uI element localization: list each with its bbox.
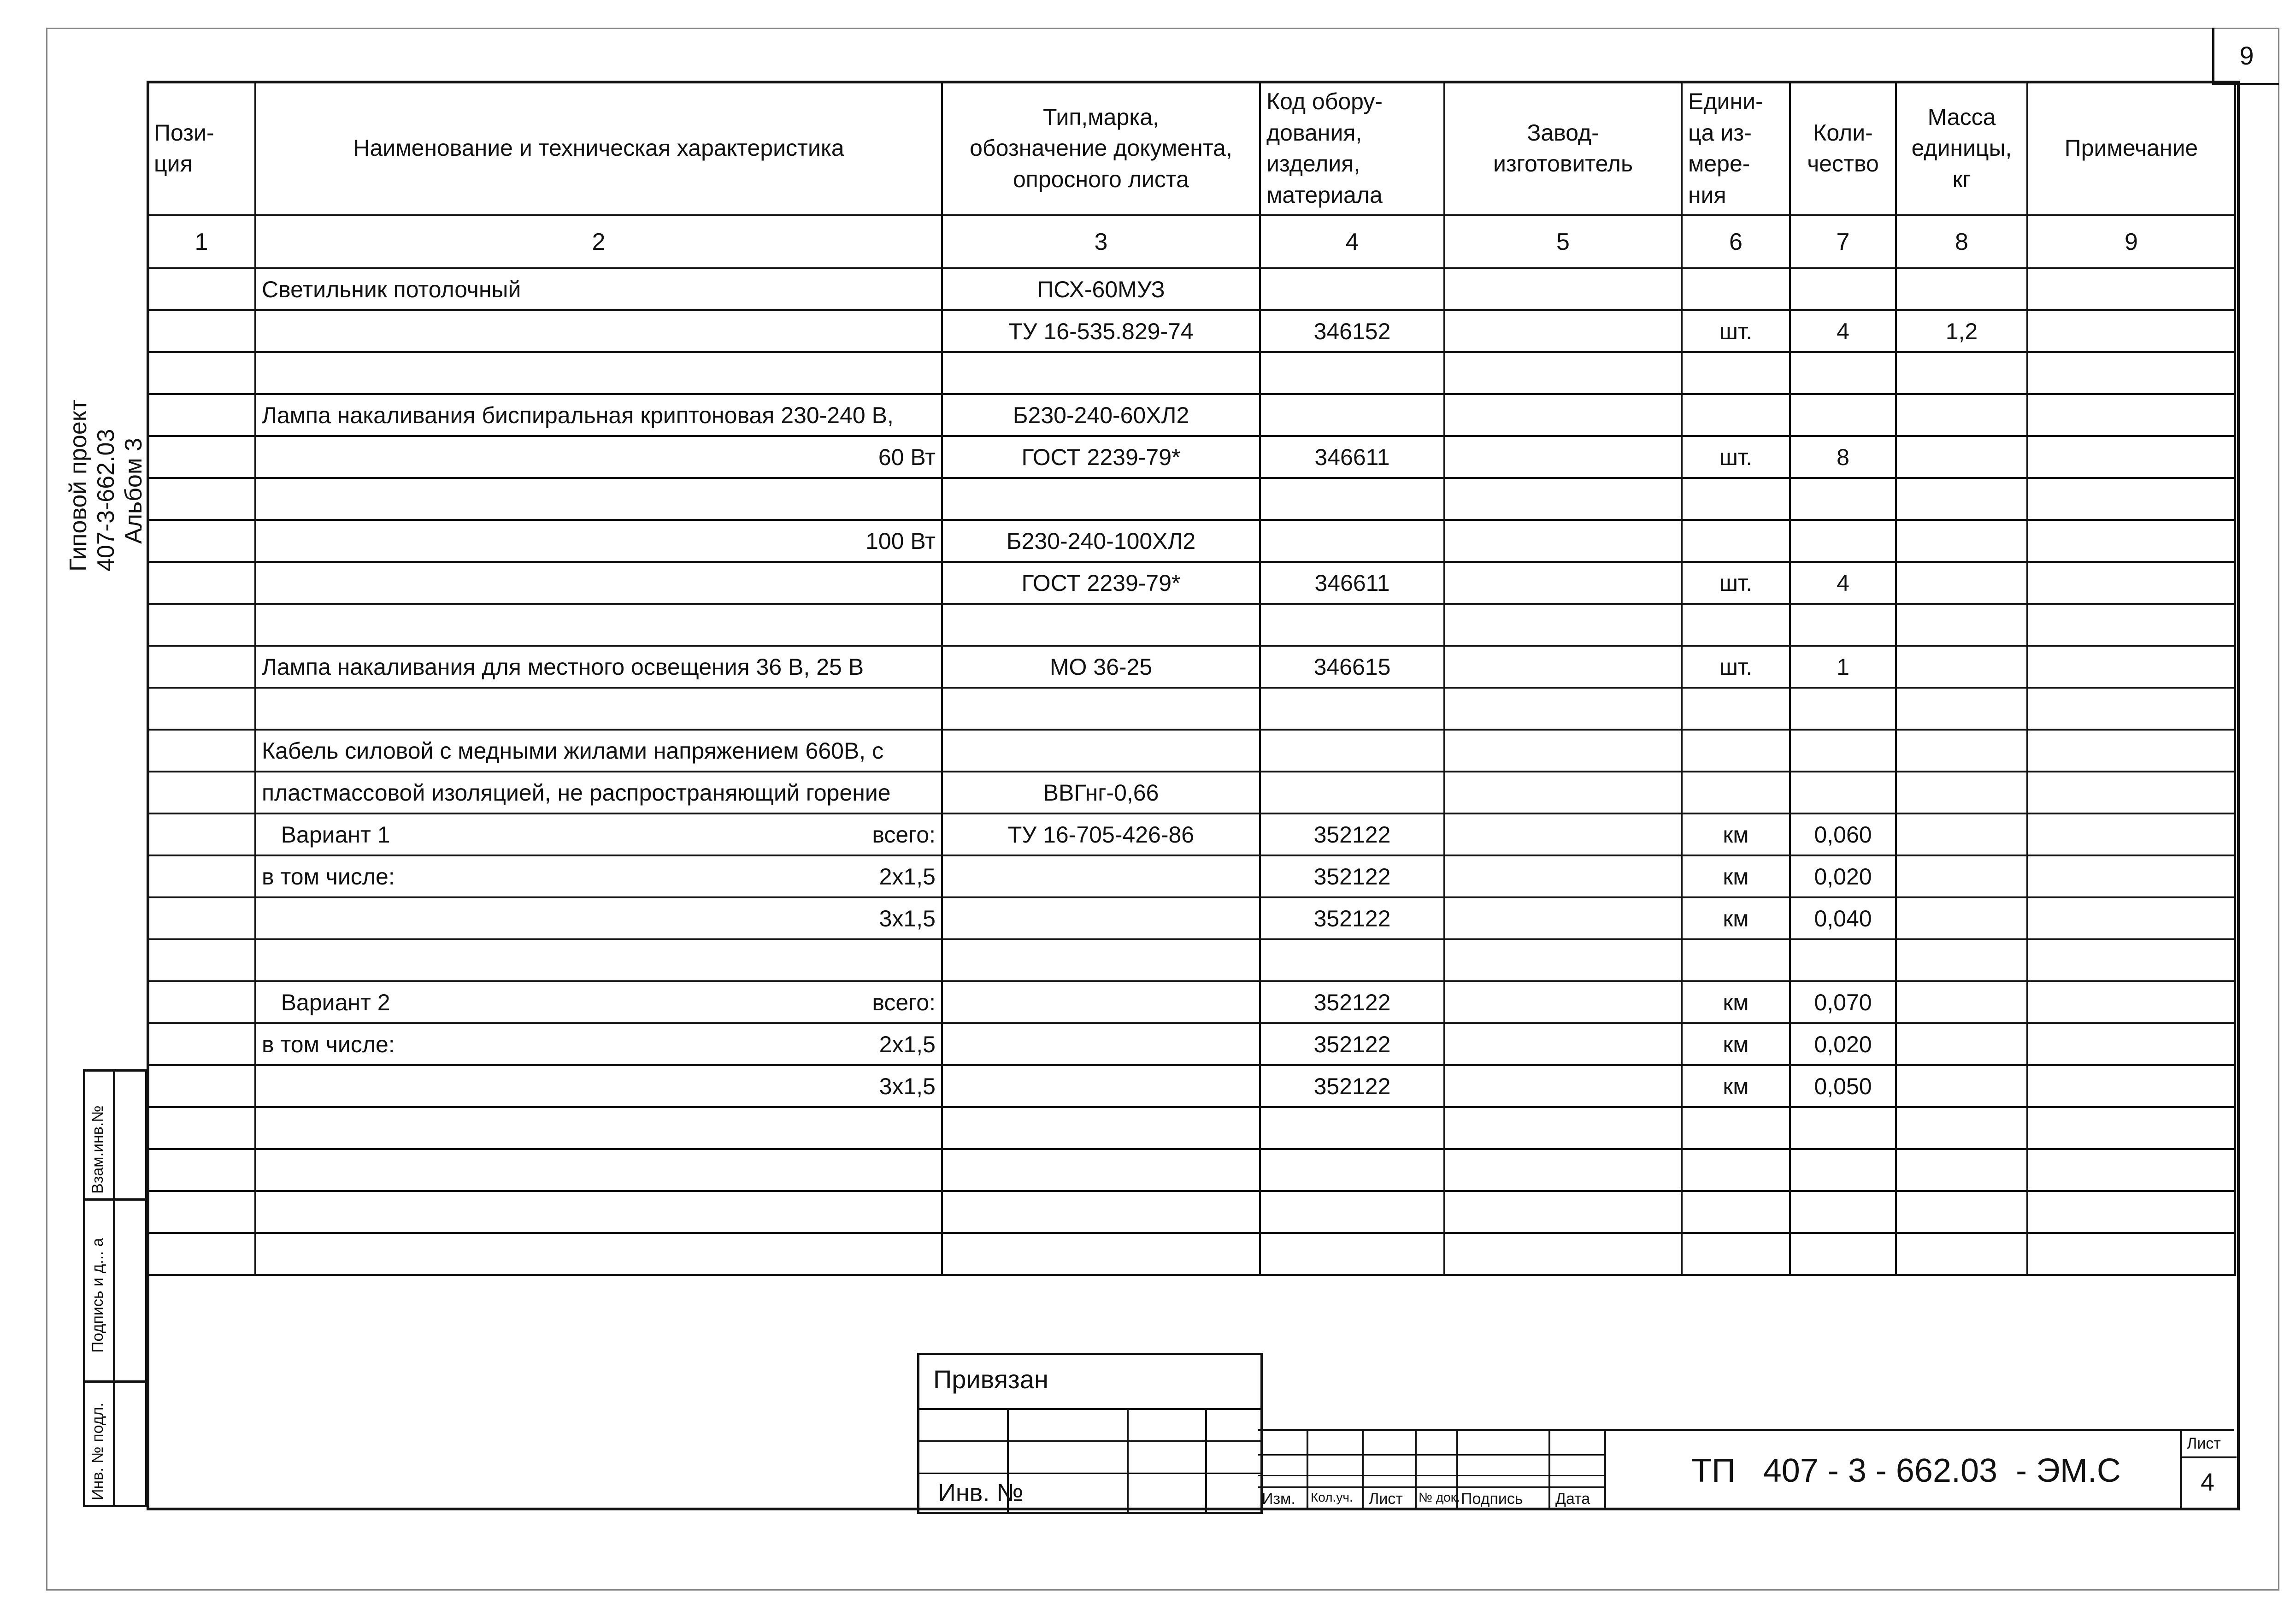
cell-qty xyxy=(1790,394,1896,436)
table-row xyxy=(147,520,2235,562)
cell-mass xyxy=(1896,813,2027,855)
cell-unit xyxy=(1682,394,1790,436)
cell-name xyxy=(255,1191,942,1233)
hdr-qty: Коли- чество xyxy=(1790,82,1896,215)
cell-note xyxy=(2027,1107,2235,1149)
cell-maker xyxy=(1444,730,1682,772)
cell-pos xyxy=(147,1065,255,1107)
cell-code xyxy=(1260,352,1444,394)
cell-name: Светильник потолочный xyxy=(255,268,942,310)
cell-qty xyxy=(1790,772,1896,813)
specification-table xyxy=(147,81,2236,1276)
cell-mass xyxy=(1896,939,2027,981)
cell-unit: км xyxy=(1682,855,1790,897)
cell-unit xyxy=(1682,604,1790,646)
cell-unit xyxy=(1682,1149,1790,1191)
cell-name xyxy=(255,939,942,981)
cell-pos xyxy=(147,897,255,939)
label-data: Дата xyxy=(1555,1490,1590,1508)
cell-note xyxy=(2027,688,2235,730)
cell-unit: км xyxy=(1682,813,1790,855)
cell-name: Кабель силовой с медными жилами напряжением 660В, с xyxy=(255,730,942,772)
cell-mass xyxy=(1896,646,2027,688)
revision-grid xyxy=(1258,1431,1604,1509)
table-row xyxy=(147,855,2235,897)
cell-mass xyxy=(1896,352,2027,394)
cell-type: ТУ 16-705-426-86 xyxy=(942,813,1260,855)
table-row xyxy=(147,310,2235,352)
side-label-line2: 407-3-662.03 xyxy=(93,429,119,572)
cell-maker xyxy=(1444,478,1682,520)
col-num-7: 7 xyxy=(1790,215,1896,268)
cell-code xyxy=(1260,604,1444,646)
cell-qty: 0,020 xyxy=(1790,855,1896,897)
cell-name xyxy=(255,1023,942,1065)
cell-maker xyxy=(1444,939,1682,981)
cell-code xyxy=(1260,268,1444,310)
cell-note xyxy=(2027,1233,2235,1275)
cell-unit xyxy=(1682,268,1790,310)
title-block xyxy=(1258,1429,2234,1509)
cell-qty: 0,060 xyxy=(1790,813,1896,855)
table-row xyxy=(147,688,2235,730)
cell-name xyxy=(255,1107,942,1149)
cell-type: Б230-240-100ХЛ2 xyxy=(942,520,1260,562)
cell-name xyxy=(255,1233,942,1275)
cell-code xyxy=(1260,394,1444,436)
cell-unit: шт. xyxy=(1682,646,1790,688)
hdr-mass: Масса единицы, кг xyxy=(1896,82,2027,215)
cell-qty xyxy=(1790,1149,1896,1191)
cell-note xyxy=(2027,604,2235,646)
cell-qty: 0,040 xyxy=(1790,897,1896,939)
cell-unit xyxy=(1682,478,1790,520)
cell-mass xyxy=(1896,268,2027,310)
binding-inv: Инв. № xyxy=(938,1479,1024,1507)
stamp-inv-podl: Инв. № подл. xyxy=(89,1403,106,1500)
cell-code xyxy=(1260,520,1444,562)
cell-mass xyxy=(1896,1023,2027,1065)
table-row xyxy=(147,394,2235,436)
cell-name: Лампа накаливания биспиральная криптоновая 230-240 В, xyxy=(255,394,942,436)
cell-maker xyxy=(1444,520,1682,562)
cell-type xyxy=(942,1233,1260,1275)
label-kol-uch: Кол.уч. xyxy=(1311,1490,1353,1504)
cell-qty xyxy=(1790,1233,1896,1275)
table-row xyxy=(147,604,2235,646)
cell-pos xyxy=(147,1023,255,1065)
cell-pos xyxy=(147,772,255,813)
cell-note xyxy=(2027,478,2235,520)
cell-type xyxy=(942,1023,1260,1065)
cell-name xyxy=(255,688,942,730)
cell-note xyxy=(2027,772,2235,813)
cell-mass xyxy=(1896,520,2027,562)
left-stamp xyxy=(83,1069,147,1507)
cell-note xyxy=(2027,855,2235,897)
cell-qty: 0,070 xyxy=(1790,981,1896,1023)
cell-name: Лампа накаливания для местного освещения 36 В, 25 В xyxy=(255,646,942,688)
cell-maker xyxy=(1444,1023,1682,1065)
cell-code xyxy=(1260,1233,1444,1275)
cell-maker xyxy=(1444,1191,1682,1233)
sheet-number: 9 xyxy=(2212,28,2279,85)
cell-maker xyxy=(1444,1149,1682,1191)
cell-qty: 8 xyxy=(1790,436,1896,478)
cell-maker xyxy=(1444,394,1682,436)
cell-type: ПСХ-60МУЗ xyxy=(942,268,1260,310)
cell-maker xyxy=(1444,1065,1682,1107)
table-row xyxy=(147,268,2235,310)
cell-maker xyxy=(1444,855,1682,897)
col-num-1: 1 xyxy=(147,215,255,268)
cell-mass xyxy=(1896,855,2027,897)
cell-mass xyxy=(1896,478,2027,520)
item-name: Вариант 1 xyxy=(262,821,390,848)
cell-type: ГОСТ 2239-79* xyxy=(942,562,1260,604)
cell-code xyxy=(1260,1149,1444,1191)
cell-qty: 4 xyxy=(1790,310,1896,352)
document-designation: ТП 407 - 3 - 662.03 - ЭМ.С xyxy=(1691,1452,2121,1489)
col-num-2: 2 xyxy=(255,215,942,268)
cell-maker xyxy=(1444,981,1682,1023)
cell-qty: 1 xyxy=(1790,646,1896,688)
cell-pos xyxy=(147,1149,255,1191)
item-name-right: всего: xyxy=(872,989,936,1015)
cell-code xyxy=(1260,730,1444,772)
cell-note xyxy=(2027,436,2235,478)
cell-note xyxy=(2027,813,2235,855)
cell-pos xyxy=(147,1107,255,1149)
cell-note xyxy=(2027,1191,2235,1233)
cell-name xyxy=(255,813,942,855)
cell-type xyxy=(942,688,1260,730)
cell-code xyxy=(1260,1107,1444,1149)
cell-mass xyxy=(1896,562,2027,604)
table-row xyxy=(147,772,2235,813)
cell-mass xyxy=(1896,772,2027,813)
cell-mass xyxy=(1896,1233,2027,1275)
cell-code: 346611 xyxy=(1260,562,1444,604)
cell-type xyxy=(942,981,1260,1023)
cell-pos xyxy=(147,730,255,772)
cell-type xyxy=(942,604,1260,646)
cell-type xyxy=(942,1107,1260,1149)
cell-unit xyxy=(1682,1233,1790,1275)
cell-maker xyxy=(1444,352,1682,394)
table-row xyxy=(147,939,2235,981)
cell-mass: 1,2 xyxy=(1896,310,2027,352)
cell-code xyxy=(1260,939,1444,981)
cell-type xyxy=(942,1149,1260,1191)
cell-unit: км xyxy=(1682,1023,1790,1065)
cell-note xyxy=(2027,352,2235,394)
sheet-box xyxy=(2180,1431,2237,1509)
cell-code: 352122 xyxy=(1260,897,1444,939)
table-row xyxy=(147,981,2235,1023)
cell-qty xyxy=(1790,1107,1896,1149)
side-label-line1: Гиповой проект xyxy=(65,400,92,572)
cell-code xyxy=(1260,1191,1444,1233)
table-row xyxy=(147,1065,2235,1107)
cell-name xyxy=(255,981,942,1023)
cell-code: 352122 xyxy=(1260,813,1444,855)
cell-unit xyxy=(1682,939,1790,981)
cell-name: пластмассовой изоляцией, не распространяющий горение xyxy=(255,772,942,813)
cell-name xyxy=(255,1149,942,1191)
hdr-code: Код обору- дования, изделия, материала xyxy=(1260,82,1444,215)
cell-name xyxy=(255,478,942,520)
cell-qty: 0,050 xyxy=(1790,1065,1896,1107)
cell-unit xyxy=(1682,730,1790,772)
cell-name xyxy=(255,310,942,352)
cell-type xyxy=(942,897,1260,939)
cell-pos xyxy=(147,646,255,688)
cell-unit: шт. xyxy=(1682,310,1790,352)
cell-unit xyxy=(1682,352,1790,394)
cell-maker xyxy=(1444,813,1682,855)
binding-box xyxy=(917,1353,1263,1514)
cell-type: ВВГнг-0,66 xyxy=(942,772,1260,813)
cell-mass xyxy=(1896,1191,2027,1233)
item-name: в том числе: xyxy=(262,863,395,890)
cell-pos xyxy=(147,813,255,855)
cell-mass xyxy=(1896,730,2027,772)
cell-pos xyxy=(147,1233,255,1275)
cell-code: 352122 xyxy=(1260,1065,1444,1107)
cell-note xyxy=(2027,268,2235,310)
cell-mass xyxy=(1896,394,2027,436)
col-num-8: 8 xyxy=(1896,215,2027,268)
cell-unit xyxy=(1682,1107,1790,1149)
cell-unit xyxy=(1682,1191,1790,1233)
cell-type: Б230-240-60ХЛ2 xyxy=(942,394,1260,436)
table-row xyxy=(147,646,2235,688)
cell-name: 3х1,5 xyxy=(255,897,942,939)
cell-code xyxy=(1260,478,1444,520)
cell-unit xyxy=(1682,520,1790,562)
item-name-right: 2х1,5 xyxy=(879,863,936,890)
cell-maker xyxy=(1444,897,1682,939)
cell-pos xyxy=(147,604,255,646)
cell-maker xyxy=(1444,646,1682,688)
cell-note xyxy=(2027,1065,2235,1107)
label-podpis: Подпись xyxy=(1461,1490,1523,1508)
cell-note xyxy=(2027,897,2235,939)
cell-qty xyxy=(1790,352,1896,394)
cell-pos xyxy=(147,268,255,310)
cell-note xyxy=(2027,394,2235,436)
cell-mass xyxy=(1896,1065,2027,1107)
cell-pos xyxy=(147,939,255,981)
cell-qty xyxy=(1790,520,1896,562)
hdr-position: Пози- ция xyxy=(147,82,255,215)
binding-title: Привязан xyxy=(933,1365,1048,1394)
label-doc-no: № док. xyxy=(1419,1490,1460,1504)
cell-qty xyxy=(1790,268,1896,310)
cell-note xyxy=(2027,1023,2235,1065)
cell-note xyxy=(2027,310,2235,352)
cell-qty xyxy=(1790,478,1896,520)
hdr-type: Тип,марка, обозначение документа, опросного листа xyxy=(942,82,1260,215)
cell-pos xyxy=(147,310,255,352)
cell-maker xyxy=(1444,772,1682,813)
cell-note xyxy=(2027,520,2235,562)
cell-mass xyxy=(1896,436,2027,478)
cell-code: 346615 xyxy=(1260,646,1444,688)
cell-pos xyxy=(147,981,255,1023)
sheet-value: 4 xyxy=(2201,1468,2215,1496)
cell-maker xyxy=(1444,310,1682,352)
column-number-row xyxy=(147,215,2235,268)
cell-note xyxy=(2027,646,2235,688)
cell-pos xyxy=(147,436,255,478)
cell-note xyxy=(2027,1149,2235,1191)
cell-maker xyxy=(1444,1233,1682,1275)
cell-code: 352122 xyxy=(1260,981,1444,1023)
cell-code: 352122 xyxy=(1260,855,1444,897)
cell-mass xyxy=(1896,981,2027,1023)
cell-unit: км xyxy=(1682,1065,1790,1107)
table-row xyxy=(147,897,2235,939)
table-row xyxy=(147,436,2235,478)
cell-type xyxy=(942,1191,1260,1233)
col-num-5: 5 xyxy=(1444,215,1682,268)
cell-unit: шт. xyxy=(1682,436,1790,478)
cell-type xyxy=(942,855,1260,897)
cell-type: МО 36-25 xyxy=(942,646,1260,688)
cell-type xyxy=(942,939,1260,981)
cell-note xyxy=(2027,939,2235,981)
cell-type xyxy=(942,1065,1260,1107)
cell-name xyxy=(255,855,942,897)
side-project-label xyxy=(65,400,147,572)
table-row xyxy=(147,1023,2235,1065)
cell-note xyxy=(2027,562,2235,604)
header-row xyxy=(147,82,2235,215)
stamp-vzam: Взам.инв.№ xyxy=(89,1105,106,1194)
label-izm: Изм. xyxy=(1262,1490,1295,1508)
cell-code xyxy=(1260,688,1444,730)
sheet-label: Лист xyxy=(2187,1435,2221,1452)
cell-code xyxy=(1260,772,1444,813)
table-row xyxy=(147,1107,2235,1149)
cell-qty: 4 xyxy=(1790,562,1896,604)
cell-maker xyxy=(1444,688,1682,730)
label-list: Лист xyxy=(1369,1490,1403,1508)
hdr-maker: Завод- изготовитель xyxy=(1444,82,1682,215)
cell-note xyxy=(2027,730,2235,772)
cell-name: 100 Вт xyxy=(255,520,942,562)
cell-pos xyxy=(147,562,255,604)
table-row xyxy=(147,730,2235,772)
cell-unit: шт. xyxy=(1682,562,1790,604)
col-num-4: 4 xyxy=(1260,215,1444,268)
cell-pos xyxy=(147,394,255,436)
cell-type: ГОСТ 2239-79* xyxy=(942,436,1260,478)
col-num-3: 3 xyxy=(942,215,1260,268)
table-row xyxy=(147,813,2235,855)
cell-unit: км xyxy=(1682,981,1790,1023)
cell-mass xyxy=(1896,604,2027,646)
cell-code: 346611 xyxy=(1260,436,1444,478)
cell-name xyxy=(255,352,942,394)
cell-pos xyxy=(147,1191,255,1233)
cell-qty xyxy=(1790,1191,1896,1233)
col-num-6: 6 xyxy=(1682,215,1790,268)
cell-code: 346152 xyxy=(1260,310,1444,352)
cell-qty xyxy=(1790,688,1896,730)
item-name-right: 2х1,5 xyxy=(879,1031,936,1057)
cell-name: 3х1,5 xyxy=(255,1065,942,1107)
table-row xyxy=(147,478,2235,520)
cell-qty: 0,020 xyxy=(1790,1023,1896,1065)
table-row xyxy=(147,1191,2235,1233)
cell-unit xyxy=(1682,688,1790,730)
cell-pos xyxy=(147,520,255,562)
col-num-9: 9 xyxy=(2027,215,2235,268)
cell-type xyxy=(942,352,1260,394)
side-label-line3: Альбом 3 xyxy=(120,438,147,544)
cell-mass xyxy=(1896,1107,2027,1149)
cell-pos xyxy=(147,478,255,520)
cell-unit: км xyxy=(1682,897,1790,939)
cell-type: ТУ 16-535.829-74 xyxy=(942,310,1260,352)
cell-maker xyxy=(1444,604,1682,646)
cell-mass xyxy=(1896,688,2027,730)
cell-maker xyxy=(1444,268,1682,310)
cell-qty xyxy=(1790,604,1896,646)
hdr-unit: Едини- ца из- мере- ния xyxy=(1682,82,1790,215)
cell-note xyxy=(2027,981,2235,1023)
stamp-podpis: Подпись и д... а xyxy=(89,1238,106,1353)
cell-unit xyxy=(1682,772,1790,813)
hdr-note: Примечание xyxy=(2027,82,2235,215)
cell-mass xyxy=(1896,1149,2027,1191)
cell-name xyxy=(255,562,942,604)
cell-pos xyxy=(147,688,255,730)
cell-code: 352122 xyxy=(1260,1023,1444,1065)
cell-name: 60 Вт xyxy=(255,436,942,478)
item-name-right: всего: xyxy=(872,821,936,848)
cell-type xyxy=(942,730,1260,772)
cell-mass xyxy=(1896,897,2027,939)
cell-pos xyxy=(147,855,255,897)
cell-qty xyxy=(1790,939,1896,981)
cell-type xyxy=(942,478,1260,520)
table-row xyxy=(147,352,2235,394)
table-row xyxy=(147,562,2235,604)
item-name: в том числе: xyxy=(262,1031,395,1057)
cell-name xyxy=(255,604,942,646)
item-name: Вариант 2 xyxy=(262,989,390,1015)
table-row xyxy=(147,1149,2235,1191)
table-row xyxy=(147,1233,2235,1275)
cell-qty xyxy=(1790,730,1896,772)
hdr-name: Наименование и техническая характеристика xyxy=(255,82,942,215)
cell-pos xyxy=(147,352,255,394)
cell-maker xyxy=(1444,1107,1682,1149)
cell-maker xyxy=(1444,562,1682,604)
cell-maker xyxy=(1444,436,1682,478)
